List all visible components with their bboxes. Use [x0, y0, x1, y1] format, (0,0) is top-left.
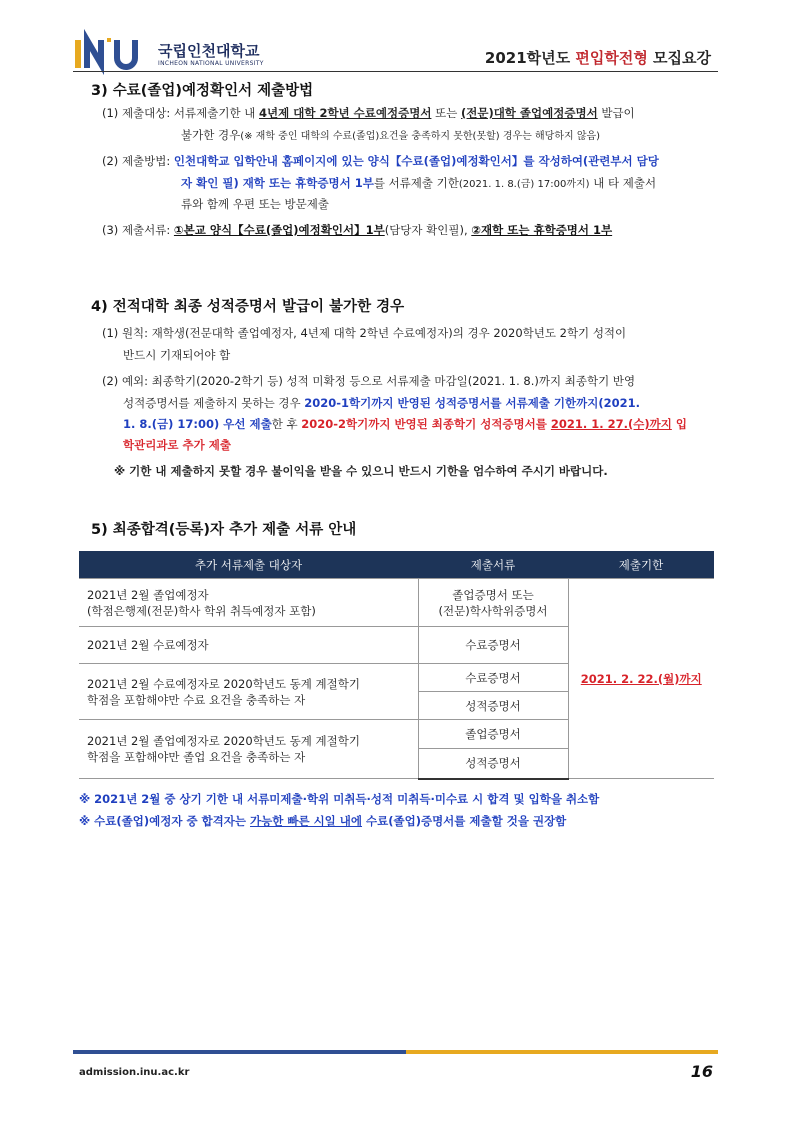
s3-item2-line3: 류와 함께 우편 또는 방문제출	[181, 197, 329, 211]
row3-document-1: 수료증명서	[418, 664, 568, 692]
page-number: 16	[690, 1062, 713, 1081]
s4-item1-line2: 반드시 기재되어야 함	[123, 348, 231, 362]
s4-note: ※ 기한 내 제출하지 못할 경우 불이익을 받을 수 있으니 반드시 기한을 엄수하여 주시기 바랍니다.	[114, 464, 608, 478]
row4-target: 2021년 2월 졸업예정자로 2020학년도 동계 계절학기 학점을 포함해야만 졸업 요건을 충족하는 자	[79, 720, 418, 779]
title-highlight: 편입학전형	[575, 49, 648, 67]
header-documents: 제출서류	[418, 551, 568, 579]
section-3-heading: 3) 수료(졸업)예정확인서 제출방법	[91, 83, 314, 99]
footer-url[interactable]: admission.inu.ac.kr	[79, 1067, 190, 1078]
table-row	[79, 579, 714, 627]
row3-target: 2021년 2월 수료예정자로 2020학년도 동계 계절학기 학점을 포함해야만 수료 요건을 충족하는 자	[79, 664, 418, 720]
row4-document-1: 졸업증명서	[418, 720, 568, 749]
logo-korean-name: 국립인천대학교	[158, 42, 260, 60]
row1-target: 2021년 2월 졸업예정자 (학점은행제(전문)학사 학위 취득예정자 포함)	[79, 579, 418, 627]
footer-bar-gold	[406, 1050, 718, 1054]
document-title: 2021학년도 편입학전형 모집요강	[484, 49, 711, 67]
s3-item3-line1: (3) 제출서류: ①본교 양식【수료(졸업)예정확인서】1부(담당자 확인필), ②재학 또는 휴학증명서 1부	[102, 223, 613, 237]
logo-english-name: INCHEON NATIONAL UNIVERSITY	[158, 60, 264, 67]
university-logo-mark	[73, 21, 153, 72]
deadline-cell: 2021. 2. 22.(월)까지	[568, 579, 714, 779]
row4-document-2: 성적증명서	[418, 749, 568, 779]
section-4-heading: 4) 전적대학 최종 성적증명서 발급이 불가한 경우	[91, 299, 405, 315]
s3-item1-line2: 불가한 경우(※ 재학 중인 대학의 수료(졸업)요건을 충족하지 못한(못할) 경우는 해당하지 않음)	[181, 128, 601, 142]
row2-documents: 수료증명서	[418, 627, 568, 664]
row1-documents: 졸업증명서 또는 (전문)학사학위증명서	[418, 579, 568, 627]
s4-item2-line3: 1. 8.(금) 17:00) 우선 제출한 후 2020-2학기까지 반영된 최종학기 성적증명서를 2021. 1. 27.(수)까지 입	[123, 417, 687, 431]
s4-item2-line1: (2) 예외: 최종학기(2020-2학기 등) 성적 미확정 등으로 서류제출 마감일(2021. 1. 8.)까지 최종학기 반영	[102, 374, 636, 388]
s4-item2-line4: 학관리과로 추가 제출	[123, 438, 231, 452]
footer-bar-blue	[73, 1050, 406, 1054]
additional-documents-table	[79, 551, 714, 780]
table-header-row	[79, 551, 714, 579]
header-deadline: 제출기한	[568, 551, 714, 579]
section-5-heading: 5) 최종합격(등록)자 추가 제출 서류 안내	[91, 522, 357, 538]
s4-item1-line1: (1) 원칙: 재학생(전문대학 졸업예정자, 4년제 대학 2학년 수료예정자)의 경우 2020학년도 2학기 성적이	[102, 326, 627, 340]
header-divider	[73, 71, 718, 72]
s5-note-1: ※ 2021년 2월 중 상기 기한 내 서류미제출·학위 미취득·성적 미취득·미수료 시 합격 및 입학을 취소함	[79, 792, 600, 806]
s5-note-2: ※ 수료(졸업)예정자 중 합격자는 가능한 빠른 시일 내에 수료(졸업)증명서를 제출할 것을 권장함	[79, 814, 567, 828]
s3-item2-line2: 자 확인 필) 재학 또는 휴학증명서 1부를 서류제출 기한(2021. 1. 8.(금) 17:00까지) 내 타 제출서	[181, 176, 657, 190]
header-target: 추가 서류제출 대상자	[79, 551, 418, 579]
s3-item2-line1: (2) 제출방법: 인천대학교 입학안내 홈페이지에 있는 양식【수료(졸업)예정확인서】를 작성하여(관련부서 담당	[102, 154, 659, 168]
row2-target: 2021년 2월 수료예정자	[79, 627, 418, 664]
s4-item2-line2: 성적증명서를 제출하지 못하는 경우 2020-1학기까지 반영된 성적증명서를 서류제출 기한까지(2021.	[123, 396, 640, 410]
s3-item1-line1: (1) 제출대상: 서류제출기한 내 4년제 대학 2학년 수료예정증명서 또는 (전문)대학 졸업예정증명서 발급이	[102, 106, 635, 120]
logo-mark-text: INU	[73, 21, 102, 40]
row3-document-2: 성적증명서	[418, 692, 568, 720]
